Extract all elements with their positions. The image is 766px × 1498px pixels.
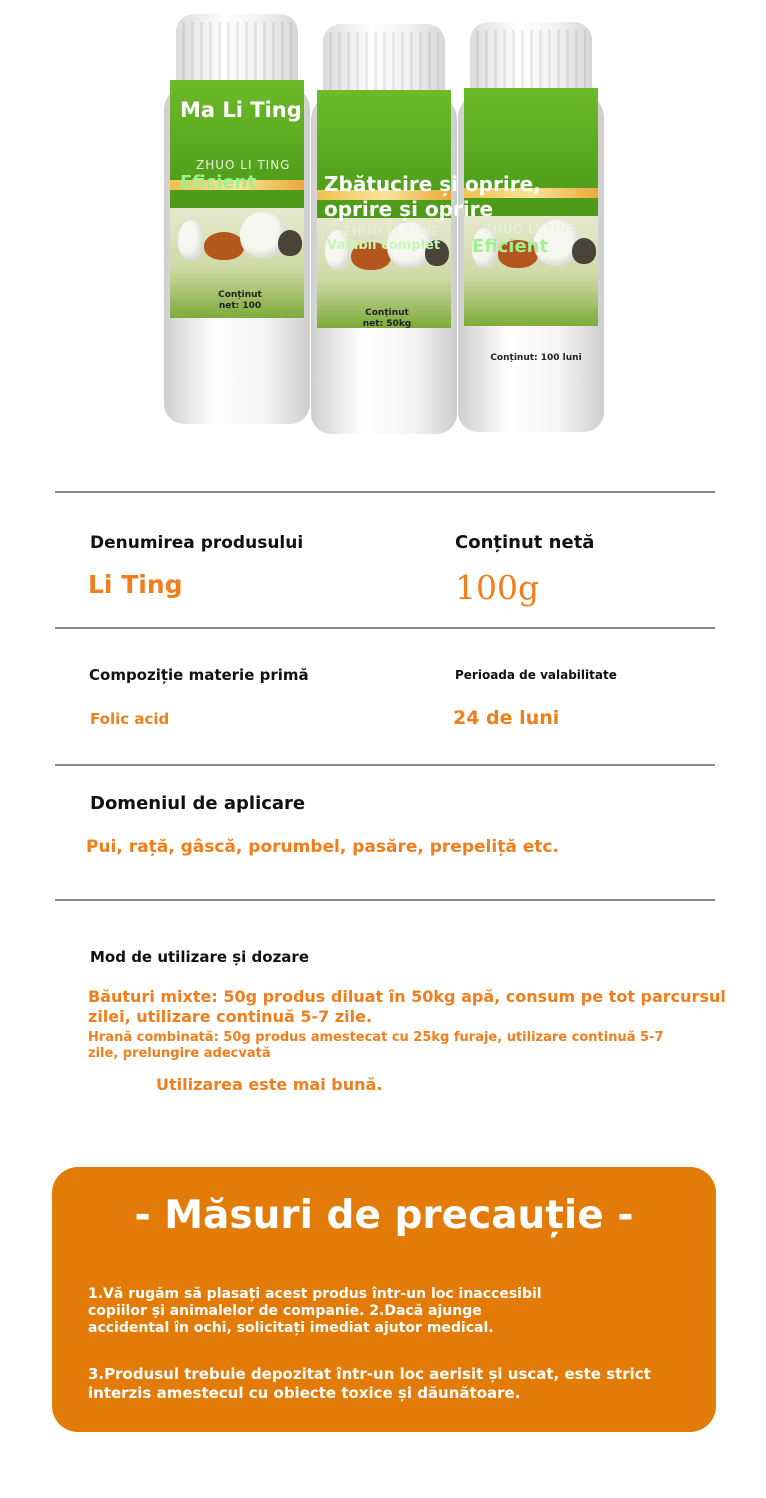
product-name-value: Li Ting	[88, 570, 183, 599]
scope-value: Pui, rață, gâscă, porumbel, pasăre, prepeliță etc.	[86, 837, 559, 857]
divider	[55, 627, 715, 629]
usage-line: Hrană combinată: 50g produs amestecat cu 25kg furaje, utilizare continuă 5-7	[88, 1030, 664, 1045]
overlay-line: oprire și oprire	[324, 197, 494, 221]
bottle-tag: Valabil complet	[327, 238, 441, 253]
bottle-brand: ZHUO LI TING	[484, 222, 579, 236]
precaution-line: copiilor și animalelor de companie. 2.Dacă ajunge	[88, 1303, 482, 1319]
net-content-value: 100g	[455, 568, 540, 607]
net-line: net: 100	[218, 301, 262, 311]
precaution-line: accidental în ochi, solicitați imediat ajutor medical.	[88, 1320, 494, 1336]
precaution-line: 1.Vă rugăm să plasați acest produs într-un loc inaccesibil	[88, 1286, 542, 1302]
bottle-net-content	[355, 308, 419, 328]
usage-drinking	[88, 987, 726, 1027]
scope-label: Domeniul de aplicare	[90, 793, 306, 814]
divider	[55, 764, 715, 766]
usage-label: Mod de utilizare și dozare	[90, 948, 310, 966]
net-line: Conținut	[218, 290, 262, 300]
usage-line: zile, prelungire adecvată	[88, 1046, 271, 1061]
precaution-line: 3.Produsul trebuie depozitat într-un loc aerisit și uscat, este strict	[88, 1365, 651, 1383]
precautions-panel	[52, 1167, 716, 1432]
shelf-life-value: 24 de luni	[453, 707, 560, 729]
usage-note: Utilizarea este mai bună.	[156, 1075, 383, 1094]
divider	[55, 899, 715, 901]
precautions-title: - Măsuri de precauție -	[134, 1193, 634, 1238]
bottle-label	[170, 80, 304, 318]
bottle-tag: Eficient	[472, 236, 549, 257]
net-line: Conținut	[365, 308, 409, 318]
composition-value: Folic acid	[90, 710, 170, 728]
bottle-net-content: Conținut: 100 luni	[490, 353, 582, 363]
overlay-line: Zbătucire și oprire,	[324, 172, 541, 196]
usage-line: Băuturi mixte: 50g produs diluat în 50kg apă, consum pe tot parcursul	[88, 987, 726, 1006]
usage-feed	[88, 1030, 664, 1062]
bottle-net-content	[208, 290, 272, 312]
net-content-label: Conținut netă	[455, 532, 595, 553]
bottle-title: Ma Li Ting	[180, 98, 302, 122]
net-line: net: 50kg	[362, 319, 412, 328]
bottle-tag: Eficient	[180, 172, 257, 193]
precaution-line: interzis amestecul cu obiecte toxice și dăunătoare.	[88, 1384, 521, 1402]
divider	[55, 491, 715, 493]
shelf-life-label: Perioada de valabilitate	[455, 668, 617, 682]
bottle-brand: ZHUO LI TING	[196, 158, 291, 172]
precautions-paragraph-2	[88, 1365, 688, 1403]
bottle-middle	[311, 24, 457, 434]
precautions-paragraph-1	[88, 1286, 688, 1337]
composition-label: Compoziție materie primă	[89, 666, 309, 684]
usage-line: zilei, utilizare continuă 5-7 zile.	[88, 1007, 373, 1026]
product-image	[0, 0, 766, 450]
bottle-brand: ZHUO LI TING	[343, 224, 438, 238]
product-name-label: Denumirea produsului	[90, 533, 304, 553]
bottle-overlay-title	[324, 172, 584, 222]
bottle-left	[164, 14, 310, 424]
